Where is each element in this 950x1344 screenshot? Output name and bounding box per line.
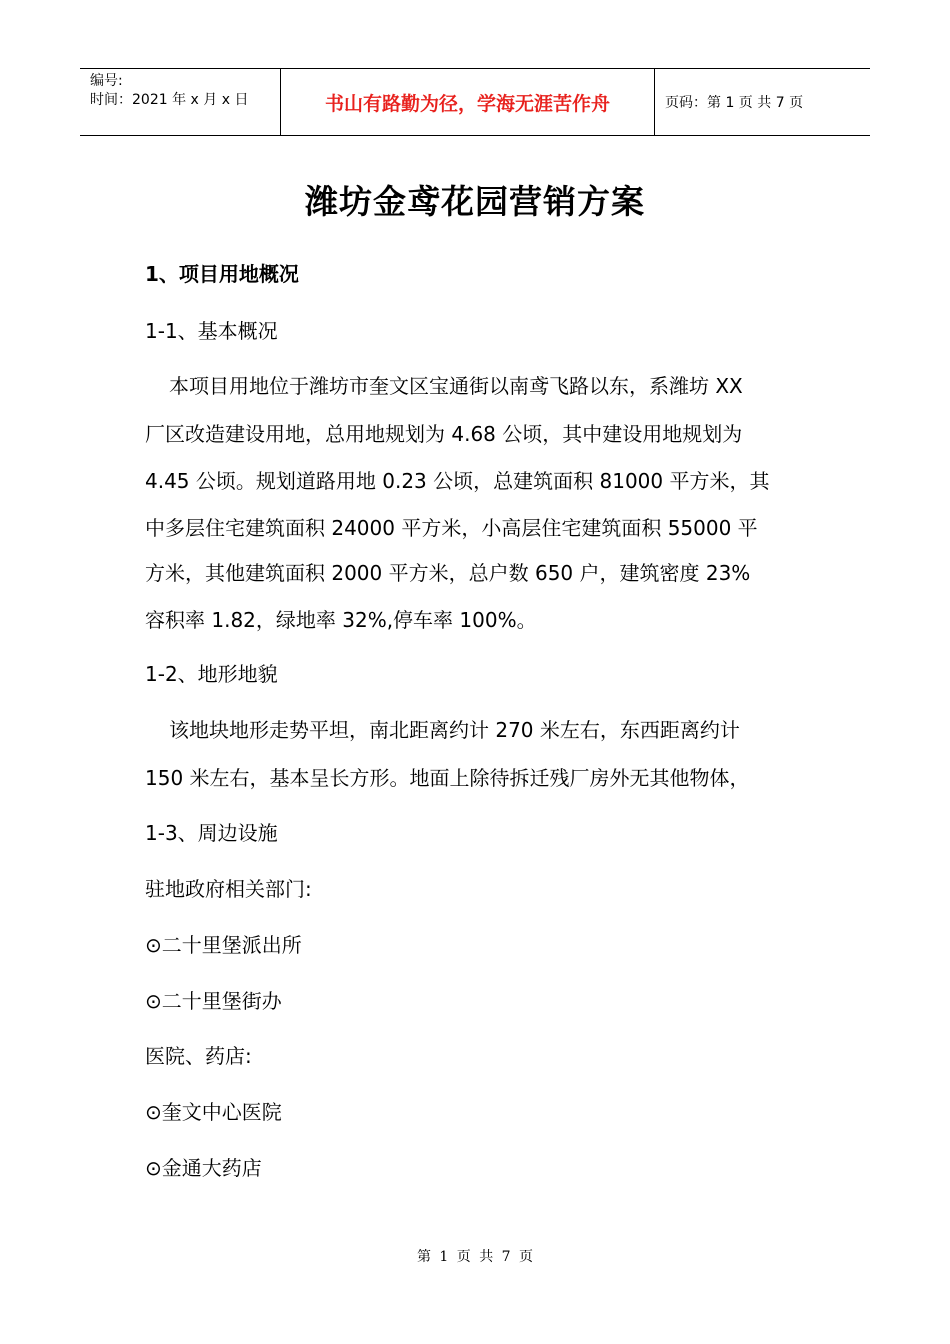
header-table	[80, 68, 870, 136]
section-1-2-heading: 1-2、地形地貌	[145, 662, 278, 686]
paragraph-line: 150 米左右，基本呈长方形。地面上除待拆迁残厂房外无其他物体，	[145, 766, 750, 790]
paragraph-line: 4.45 公顷。规划道路用地 0.23 公顷，总建筑面积 81000 平方米，其	[145, 469, 770, 493]
header-meta-cell	[80, 69, 281, 135]
list-item: ⊙奎文中心医院	[145, 1100, 282, 1124]
time-label: 时间：2021 年 x 月 x 日	[90, 92, 249, 108]
header-page-info: 页码：第 1 页 共 7 页	[665, 95, 804, 111]
section-1-heading: 1、项目用地概况	[145, 262, 299, 286]
number-label: 编号:	[90, 73, 123, 89]
list-item: ⊙二十里堡街办	[145, 989, 282, 1013]
paragraph-line: 中多层住宅建筑面积 24000 平方米，小高层住宅建筑面积 55000 平	[145, 516, 758, 540]
paragraph-line: 该地块地形走势平坦，南北距离约计 270 米左右，东西距离约计	[169, 718, 740, 742]
document-title: 潍坊金鸢花园营销方案	[305, 182, 645, 221]
paragraph-line: 厂区改造建设用地，总用地规划为 4.68 公顷，其中建设用地规划为	[145, 422, 743, 446]
page-footer: 第 1 页 共 7 页	[416, 1249, 534, 1265]
paragraph-line: 本项目用地位于潍坊市奎文区宝通街以南鸢飞路以东，系潍坊 XX	[169, 374, 743, 398]
paragraph-line: 方米，其他建筑面积 2000 平方米，总户数 650 户，建筑密度 23%	[145, 561, 751, 585]
list-item: ⊙金通大药店	[145, 1156, 262, 1180]
hospital-label: 医院、药店:	[145, 1044, 252, 1068]
header-motto: 书山有路勤为径，学海无涯苦作舟	[281, 69, 655, 135]
gov-label: 驻地政府相关部门:	[145, 877, 312, 901]
paragraph-line: 容积率 1.82，绿地率 32%,停车率 100%。	[145, 608, 537, 632]
section-1-1-heading: 1-1、基本概况	[145, 319, 278, 343]
list-item: ⊙二十里堡派出所	[145, 933, 302, 957]
section-1-3-heading: 1-3、周边设施	[145, 821, 278, 845]
